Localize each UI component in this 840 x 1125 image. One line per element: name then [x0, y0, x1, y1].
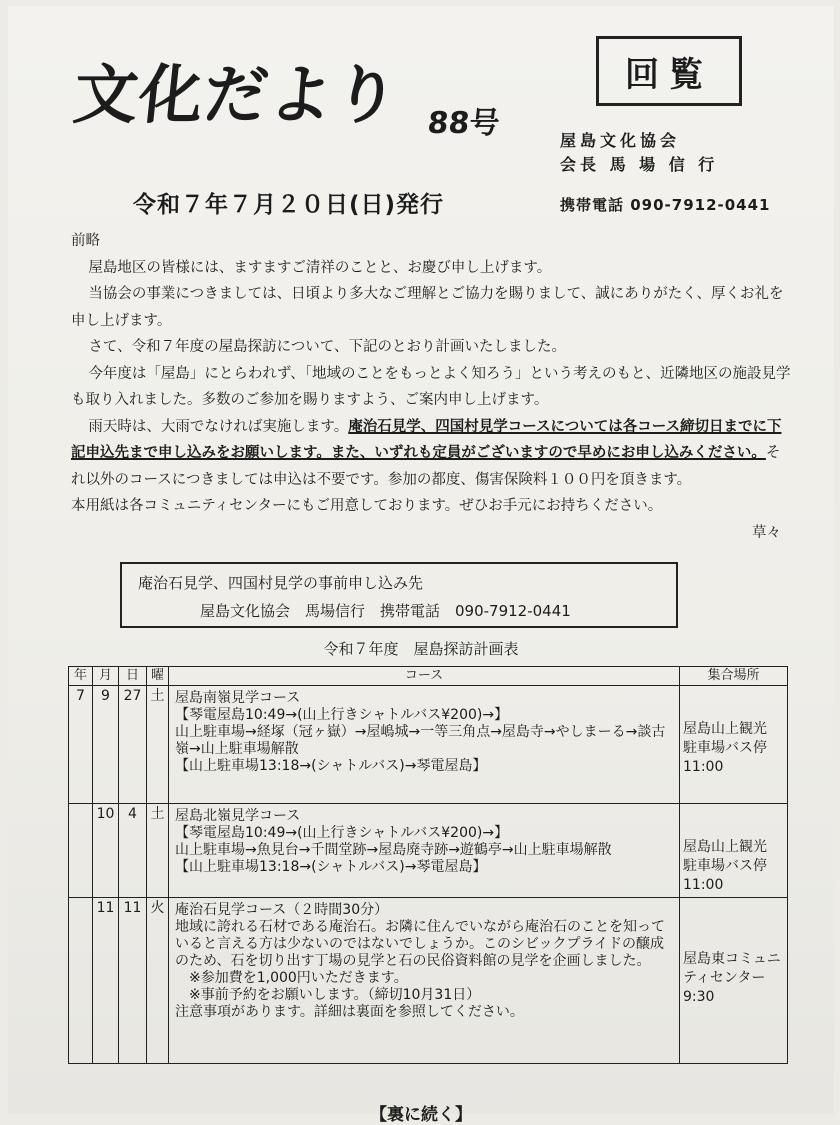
issue-date: 令和７年７月２０日(日)発行 — [133, 192, 445, 218]
table-row — [69, 804, 788, 898]
circulation-stamp: 回覧 — [596, 36, 742, 106]
insurance-note: それ以外のコースにつきましては申込は不要です。参加の都度、傷害保険料１００円を頂きます。 — [71, 445, 781, 488]
row-weekday: 土 — [147, 686, 169, 804]
course-cell — [169, 898, 680, 1064]
course-line: 【山上駐車場13:18→(シャトルバス)→琴電屋島】 — [175, 859, 487, 875]
paragraph-plan: さて、令和７年度の屋島探訪について、下記のとおり計画いたしました。 — [88, 339, 567, 355]
table-row — [69, 686, 788, 804]
row-month: 10 — [93, 804, 119, 898]
course-line: 【琴電屋島10:49→(山上行きシャトルバス¥200)→】 — [175, 825, 509, 841]
venue-time: 11:00 — [683, 759, 724, 775]
continued-on-back: 【裏に続く】 — [370, 1105, 472, 1125]
row-day: 11 — [119, 898, 147, 1064]
header-venue: 集合場所 — [680, 667, 788, 686]
contact-details: 屋島文化協会 馬場信行 携帯電話 090-7912-0441 — [200, 602, 571, 620]
venue-line: 駐車場バス停 — [683, 858, 767, 874]
venue-line: 駐車場バス停 — [683, 740, 767, 756]
venue-cell — [680, 686, 788, 804]
newsletter-page — [8, 6, 834, 1125]
letter-closing: 草々 — [752, 524, 781, 541]
row-weekday: 土 — [147, 804, 169, 898]
table-row — [69, 898, 788, 1064]
venue-time: 11:00 — [683, 877, 724, 893]
course-caution-note: 注意事項があります。詳細は裏面を参照してください。 — [175, 1004, 524, 1020]
header-day: 日 — [119, 667, 147, 686]
venue-line: 屋島山上観光 — [683, 839, 767, 855]
header-month: 月 — [93, 667, 119, 686]
row-day: 27 — [119, 686, 147, 804]
row-month: 11 — [93, 898, 119, 1064]
paragraph-greeting: 屋島地区の皆様には、ますますご清祥のことと、お慶び申し上げます。 — [88, 259, 552, 276]
course-reservation-note: ※事前予約をお願いします。（締切10月31日） — [175, 987, 481, 1003]
course-line: 【山上駐車場13:18→(シャトルバス)→琴電屋島】 — [175, 758, 487, 774]
newsletter-title: 文化だより — [70, 59, 403, 133]
president-name: 会長 馬 場 信 行 — [560, 155, 719, 174]
schedule-title: 令和７年度 屋島探訪計画表 — [323, 640, 519, 658]
phone-number: 携帯電話 090-7912-0441 — [560, 196, 771, 214]
paragraph-policy: 今年度は「屋島」にとらわれず、「地域のことをもっとよく知ろう」という考えのもと、近隣地区の施設見学も取り入れました。多数のご参加を賜りますよう、ご案内申し上げます。 — [71, 365, 791, 408]
row-year: 7 — [69, 686, 93, 804]
header-course: コース — [169, 667, 680, 686]
course-title: 屋島南嶺見学コース — [175, 690, 301, 706]
course-line: 【琴電屋島10:49→(山上行きシャトルバス¥200)→】 — [175, 707, 509, 723]
contact-heading: 庵治石見学、四国村見学の事前申し込み先 — [138, 574, 424, 592]
course-line: 山上駐車場→魚見台→千間堂跡→屋島廃寺跡→遊鶴亭→山上駐車場解散 — [175, 842, 612, 858]
course-title: 屋島北嶺見学コース — [175, 808, 301, 824]
rain-note: 雨天時は、大雨でなければ実施します。 — [88, 418, 349, 435]
venue-line: 屋島山上観光 — [683, 721, 767, 737]
venue-line: 屋島東コミュニティセンター9:30 — [683, 951, 781, 1005]
venue-cell — [680, 898, 788, 1064]
organization-name: 屋島文化協会 — [560, 131, 681, 150]
reservation-notice: 庵治石見学、四国村見学コースについては各コース締切日までに下記申込先まで申し込みをお願いします。また、いずれも定員がございますので早めにお申し込みください。 — [71, 418, 782, 461]
contact-box — [120, 562, 678, 628]
letter-body — [71, 228, 791, 546]
course-cell — [169, 804, 680, 898]
header-weekday: 曜 — [147, 667, 169, 686]
paragraph-availability: 本用紙は各コミュニティセンターにもご用意しております。ぜひお手元にお持ちください。 — [71, 498, 663, 514]
row-day: 4 — [119, 804, 147, 898]
header-year: 年 — [69, 667, 93, 686]
venue-cell — [680, 804, 788, 898]
letter-opening: 前略 — [71, 233, 100, 249]
schedule-table — [68, 666, 788, 1064]
paragraph-rain — [71, 414, 791, 494]
issue-number: 88号 — [425, 106, 502, 141]
course-line: 山上駐車場→経塚（冠ヶ嶽）→屋嶋城→一等三角点→屋島寺→やしまーる→談古嶺→山上駐車場解散 — [175, 724, 666, 757]
table-header-row — [69, 667, 788, 686]
row-year — [69, 804, 93, 898]
course-fee-note: ※参加費を1,000円いただきます。 — [175, 970, 408, 986]
row-month: 9 — [93, 686, 119, 804]
course-title: 庵治石見学コース（２時間30分） — [175, 902, 389, 918]
course-description: 地域に誇れる石材である庵治石。お隣に住んでいながら庵治石のことを知っていると言える方は少ないのではないでしょうか。このシビックプライドの醸成のため、石を切り出す丁場の見学と石の民俗資料館の見学を企画しました。 — [175, 919, 665, 969]
paragraph-thanks: 当協会の事業につきましては、日頃より多大なご理解とご協力を賜りまして、誠にありがたく、厚くお礼を申し上げます。 — [71, 286, 784, 329]
row-year — [69, 898, 93, 1064]
course-cell — [169, 686, 680, 804]
row-weekday: 火 — [147, 898, 169, 1064]
